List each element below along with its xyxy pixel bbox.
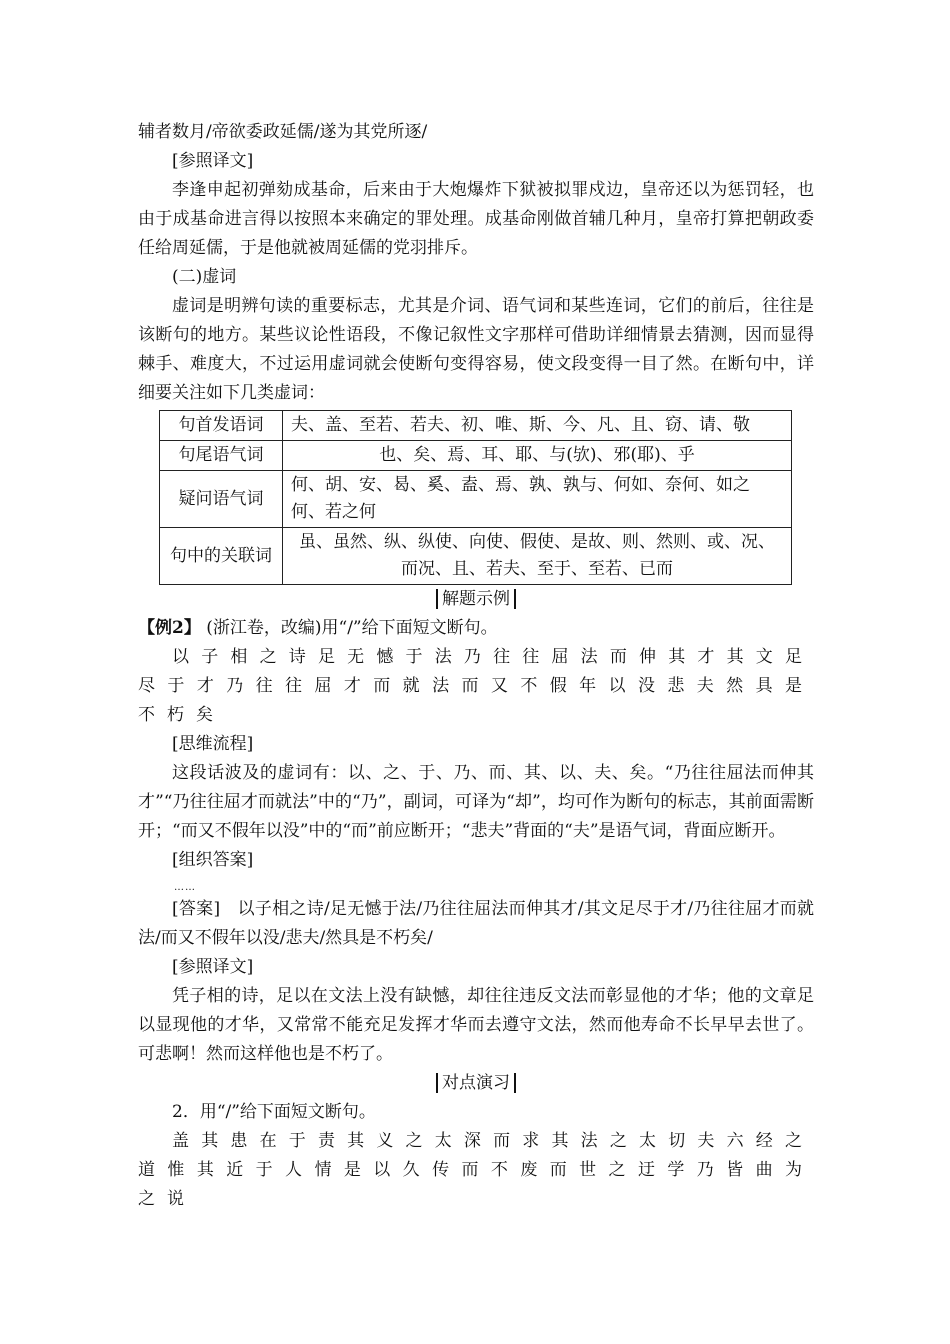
answer-label: [答案] (172, 899, 221, 919)
table-cell: 虽、虽然、纵、纵使、向使、假使、是故、则、然则、或、况、而况、且、若夫、至于、至若、已而 (283, 528, 792, 585)
section-intro-paragraph: 虚词是明辨句读的重要标志，尤其是介词、语气词和某些连词，它们的前后，往往是该断句的地方。某些议论性语段，不像记叙性文字那样可借助详细情景去猜测，因而显得棘手、难度大，不过运用虚词就会使断句变得容易，使文段变得一目了然。在断句中，详细要关注如下几类虚词： (138, 296, 814, 403)
reference-translation-label: [参照译文] (172, 151, 254, 171)
table-row-header: 句尾语气词 (160, 441, 283, 471)
reference-translation-label-2: [参照译文] (172, 957, 254, 977)
example-label: 【例2】 (138, 618, 201, 638)
table-row (160, 471, 792, 528)
table-row-header: 句首发语词 (160, 411, 283, 441)
example-question-line (138, 614, 814, 643)
answer-blank-dots: …… (174, 882, 196, 893)
thinking-process-text: 这段话波及的虚词有：以、之、于、乃、而、其、以、夫、矣。“乃往往屈法而伸其才”“乃往往屈才而就法”中的“乃”，副词，可译为“却”，均可作为断句的标志，其前面需断开；“而又不假年以没”中的“而”前应断开；“悲夫”背面的“夫”是语气词，背面应断开。 (138, 763, 814, 841)
example-passage: 以子相之诗足无憾于法乃往往屈法而伸其才其文足尽于才乃往往屈才而就法而又不假年以没悲夫然具是不朽矣 (138, 647, 814, 725)
answer-paragraph (138, 895, 814, 953)
table-cell: 夫、盖、至若、若夫、初、唯、斯、今、凡、且、窃、请、敬 (283, 411, 792, 441)
table-row (160, 528, 792, 585)
question-2-passage: 盖其患在于责其义之太深而求其法之太切夫六经之道惟其近于人情是以久传而不废而世之迂学乃皆曲为之说 (138, 1131, 814, 1209)
continued-answer-line: 辅者数月/帝欲委政延儒/遂为其党所逐/ (138, 122, 428, 142)
answer-text: 以子相之诗/足无憾于法/乃往往屈法而伸其才/其文足尽于才/乃往往屈才而就法/而又不假年以没/悲夫/然具是不朽矣/ (138, 899, 814, 948)
reference-translation-text: 李逢申起初弹劾成基命，后来由于大炮爆炸下狱被拟罪戍边，皇帝还以为惩罚轻，也由于成基命进言得以按照本来确定的罪处理。成基命刚做首辅几种月，皇帝打算把朝政委任给周延儒，于是他就被周延儒的党羽排斥。 (138, 180, 814, 258)
section-title: (二)虚词 (172, 267, 237, 287)
question-2-prompt: 2．用“/”给下面短文断句。 (172, 1102, 376, 1122)
example-section-header (138, 585, 814, 614)
table-row-header: 句中的关联词 (160, 528, 283, 585)
table-row-header: 疑问语气词 (160, 471, 283, 528)
thinking-process-label: [思维流程] (172, 734, 254, 754)
document-page (138, 118, 814, 1214)
example-question: (浙江卷，改编)用“/”给下面短文断句。 (206, 618, 498, 638)
table-cell: 也、矣、焉、耳、耶、与(欤)、邪(耶)、乎 (283, 441, 792, 471)
table-row (160, 441, 792, 471)
function-word-table (159, 410, 792, 585)
practice-section-header (138, 1069, 814, 1098)
practice-section-tag: 对点演习 (436, 1073, 516, 1093)
table-cell: 何、胡、安、曷、奚、盍、焉、孰、孰与、何如、奈何、如之何、若之何 (283, 471, 792, 528)
organize-answer-label: [组织答案] (172, 850, 254, 870)
reference-translation-text-2: 凭子相的诗，足以在文法上没有缺憾，却往往违反文法而彰显他的才华；他的文章足以显现他的才华，又常常不能充足发挥才华而去遵守文法，然而他寿命不长早早去世了。可悲啊！然而这样他也是不朽了。 (138, 986, 814, 1064)
example-section-tag: 解题示例 (436, 589, 516, 609)
table-row (160, 411, 792, 441)
